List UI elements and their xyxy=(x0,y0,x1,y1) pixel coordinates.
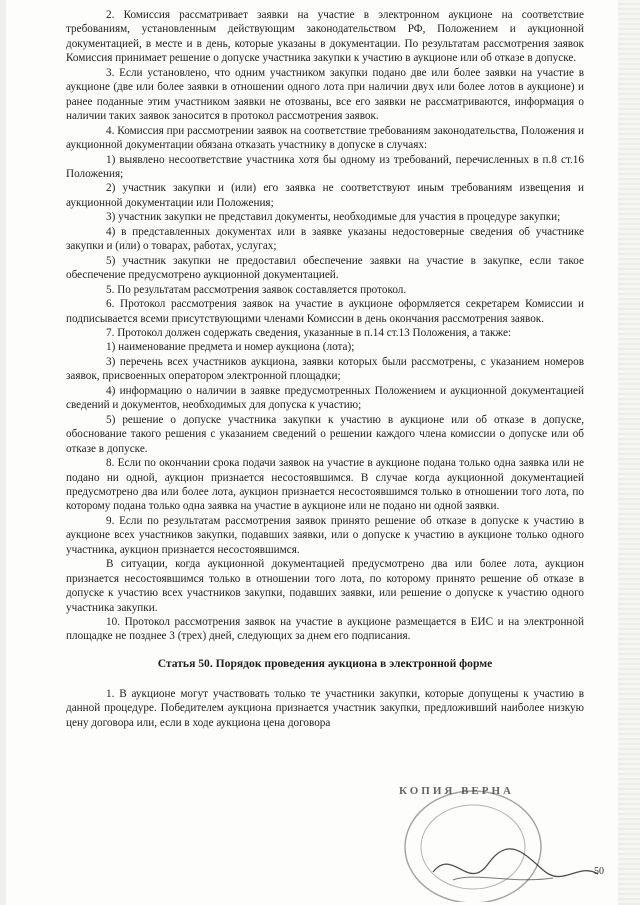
paragraph: 4. Комиссия при рассмотрении заявок на соответствие требованиям законодательства, Положения и аукционной документации обязана отказать участнику в допуске в случаях: xyxy=(66,124,584,152)
paragraph: 8. Если по окончании срока подачи заявок на участие в аукционе подана только одна заявка или не подано ни одной, аукцион признается несостоявшимся. В случае когда аукционной документацией предусмотрено два или более лота, аукцион признается несостоявшимся только в отношении того лота, по которому подана только одна заявка на участие в аукционе или не подано ни одной заявки. xyxy=(66,457,584,513)
scan-left-edge xyxy=(0,0,6,905)
paragraph: 1. В аукционе могут участвовать только те участники закупки, которые допущены к участию в данной процедуре. Победителем аукциона признается участник закупки, предложивший наиболее низкую цену договора или, если в ходе аукциона цена договора xyxy=(66,687,584,729)
list-item: 3) участник закупки не представил документы, необходимые для участия в процедуре закупки; xyxy=(106,211,561,224)
page-number: 50 xyxy=(594,866,604,877)
paragraph: 2. Комиссия рассматривает заявки на участие в электронном аукционе на соответствие требованиям, установленным действующим законодательством РФ, Положением и аукционной документацией, в месте и в день, которые указаны в документации. По результатам рассмотрения заявок Комиссия принимает решение о допуске участника закупки к участию в аукционе или об отказе в допуске. xyxy=(66,9,584,65)
list-item: 1) выявлено несоответствие участника хотя бы одному из требований, перечисленных в п.8 ст.16 Положения; xyxy=(66,153,584,180)
paragraph: 9. Если по результатам рассмотрения заявок принято решение об отказе в допуске к участию в аукционе всех участников закупки, подавших заявки, или о допуске к участию в аукционе только одного участника, аукцион признается несостоявшимся. xyxy=(66,514,584,556)
paragraph: 10. Протокол рассмотрения заявок на участие в аукционе размещается в ЕИС и на электронной площадке не позднее 3 (трех) дней, следующих за днем его подписания. xyxy=(66,616,584,643)
list-item: 5) участник закупки не предоставил обеспечение заявки на участие в закупке, если такое обеспечение предусмотрено аукционной документацией. xyxy=(66,254,584,282)
document-body xyxy=(66,8,584,730)
list-item: 2) участник закупки и (или) его заявка не соответствуют иным требованиям извещения и аукционной документации или Положения; xyxy=(66,182,584,209)
stamp-label: КОПИЯ ВЕРНА xyxy=(399,785,514,797)
paragraph: 7. Протокол должен содержать сведения, указанные в п.14 ст.13 Положения, а также: xyxy=(106,326,512,339)
list-item: 4) в представленных документах или в заявке указаны недостоверные сведения об участнике закупки и (или) о товарах, работах, услугах; xyxy=(66,225,584,253)
signature-icon xyxy=(433,849,598,877)
scan-right-edge xyxy=(618,0,640,905)
paragraph: 6. Протокол рассмотрения заявок на участие в аукционе оформляется секретарем Комиссии и подписывается всеми присутствующими членами Комиссии в день окончания рассмотрения заявок. xyxy=(66,298,584,325)
paragraph: 3. Если установлено, что одним участником закупки подано две или более заявки на участие в аукционе (две или более заявки в отношении одного лота при наличии двух или более лотов в аукционе) и ранее поданные этим участником заявки не отозваны, все его заявки не рассматриваются, информация о наличии таких заявок заносится в протокол рассмотрения заявок. xyxy=(66,66,584,123)
certification-stamp xyxy=(393,752,623,902)
paragraph: В ситуации, когда аукционной документацией предусмотрено два или более лота, аукцион признается несостоявшимся только в отношении того лота, по которому принято решение об отказе в допуске к участию всех участников закупки, подавших заявки, или решение о допуске к участию одного участника закупки. xyxy=(66,558,584,614)
section-title: Статья 50. Порядок проведения аукциона в электронной форме xyxy=(157,656,493,670)
list-item: 3) перечень всех участников аукциона, заявки которых были рассмотрены, с указанием номеров заявок, присвоенных оператором электронной площадки; xyxy=(66,355,584,383)
list-item: 4) информацию о наличии в заявке предусмотренных Положением и аукционной документацией сведений и документов, необходимых для допуска к участию; xyxy=(66,384,584,412)
list-item: 5) решение о допуске участника закупки к участию в аукционе или об отказе в допуске, обоснование такого решения с указанием сведений о решении каждого члена комиссии о допуске или об отказе в допуске. xyxy=(66,413,584,455)
paragraph: 5. По результатам рассмотрения заявок составляется протокол. xyxy=(106,283,407,296)
list-item: 1) наименование предмета и номер аукциона (лота); xyxy=(106,341,355,354)
